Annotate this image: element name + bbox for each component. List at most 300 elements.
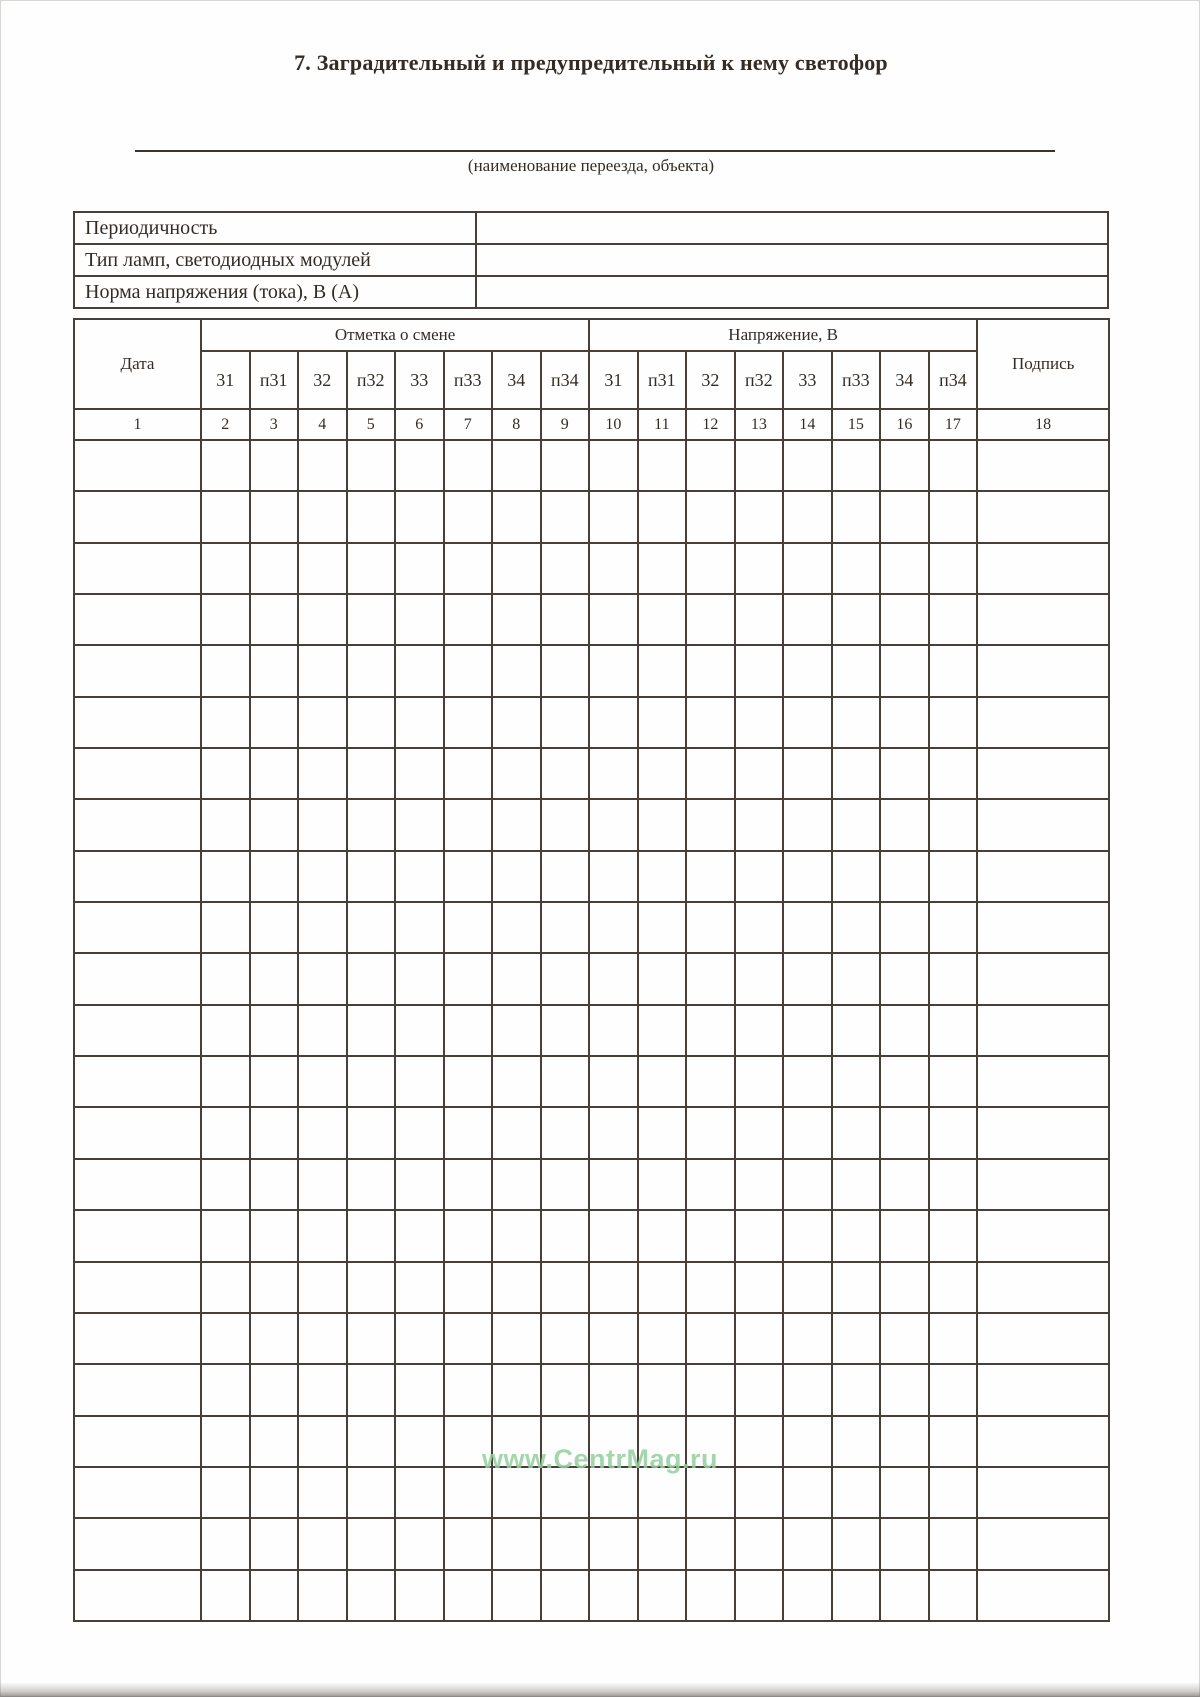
- log-empty-cell: [783, 543, 832, 594]
- log-empty-cell: [589, 1107, 638, 1158]
- log-empty-cell: [395, 851, 444, 902]
- log-empty-cell: [783, 1313, 832, 1364]
- log-empty-cell: [298, 799, 347, 850]
- log-empty-cell: [395, 799, 444, 850]
- log-empty-cell: [347, 1056, 396, 1107]
- log-empty-cell: [929, 1005, 978, 1056]
- log-empty-cell: [686, 1570, 735, 1621]
- log-empty-cell: [298, 1005, 347, 1056]
- log-empty-cell: [977, 851, 1109, 902]
- log-empty-cell: [541, 953, 590, 1004]
- log-empty-cell: [298, 594, 347, 645]
- log-empty-cell: [686, 1056, 735, 1107]
- log-empty-cell: [492, 1159, 541, 1210]
- log-empty-cell: [638, 953, 687, 1004]
- log-empty-cell: [444, 1005, 493, 1056]
- log-empty-row: [74, 1313, 1109, 1364]
- log-empty-cell: [250, 1159, 299, 1210]
- log-empty-cell: [589, 697, 638, 748]
- log-empty-row: [74, 440, 1109, 491]
- log-empty-cell: [638, 1518, 687, 1569]
- info-row: [74, 276, 1108, 308]
- log-empty-cell: [880, 1159, 929, 1210]
- log-empty-cell: [589, 902, 638, 953]
- log-empty-cell: [880, 594, 929, 645]
- log-empty-cell: [783, 799, 832, 850]
- log-empty-cell: [74, 799, 201, 850]
- page-bottom-shadow: [0, 1682, 1200, 1697]
- log-empty-cell: [638, 543, 687, 594]
- log-empty-cell: [250, 1364, 299, 1415]
- log-empty-cell: [250, 748, 299, 799]
- log-empty-cell: [638, 1364, 687, 1415]
- log-empty-cell: [880, 748, 929, 799]
- log-empty-row: [74, 1364, 1109, 1415]
- log-empty-cell: [298, 1518, 347, 1569]
- log-empty-row: [74, 799, 1109, 850]
- log-empty-cell: [880, 799, 929, 850]
- log-empty-cell: [541, 748, 590, 799]
- log-empty-cell: [832, 1518, 881, 1569]
- log-table: [73, 318, 1110, 1622]
- log-empty-cell: [492, 1313, 541, 1364]
- log-empty-cell: [929, 1518, 978, 1569]
- lamp-subcolumn-header: 32: [298, 351, 347, 409]
- log-empty-cell: [541, 645, 590, 696]
- log-empty-cell: [977, 697, 1109, 748]
- log-empty-cell: [250, 1210, 299, 1261]
- log-empty-cell: [395, 1364, 444, 1415]
- log-empty-cell: [395, 1313, 444, 1364]
- log-empty-cell: [347, 1005, 396, 1056]
- log-empty-cell: [929, 799, 978, 850]
- log-empty-cell: [638, 440, 687, 491]
- log-empty-cell: [832, 491, 881, 542]
- log-empty-cell: [686, 1364, 735, 1415]
- log-empty-cell: [492, 1107, 541, 1158]
- log-empty-cell: [201, 851, 250, 902]
- log-empty-cell: [444, 1518, 493, 1569]
- log-empty-cell: [977, 491, 1109, 542]
- log-empty-cell: [201, 594, 250, 645]
- log-empty-cell: [347, 1518, 396, 1569]
- name-fill-line: [135, 136, 1055, 152]
- log-empty-cell: [298, 1159, 347, 1210]
- log-empty-cell: [589, 799, 638, 850]
- log-empty-cell: [347, 697, 396, 748]
- log-empty-cell: [74, 851, 201, 902]
- log-empty-cell: [444, 953, 493, 1004]
- log-empty-cell: [589, 1262, 638, 1313]
- log-empty-cell: [444, 1210, 493, 1261]
- log-empty-cell: [589, 1159, 638, 1210]
- log-empty-cell: [492, 697, 541, 748]
- log-empty-cell: [977, 1056, 1109, 1107]
- log-empty-cell: [638, 799, 687, 850]
- log-empty-cell: [395, 953, 444, 1004]
- log-empty-cell: [880, 953, 929, 1004]
- log-empty-cell: [735, 1262, 784, 1313]
- info-row-value: [476, 276, 1108, 308]
- log-empty-cell: [929, 1107, 978, 1158]
- log-empty-cell: [832, 748, 881, 799]
- log-empty-row: [74, 491, 1109, 542]
- log-empty-cell: [347, 1364, 396, 1415]
- lamp-subcolumn-header: 31: [201, 351, 250, 409]
- log-empty-cell: [250, 594, 299, 645]
- log-empty-cell: [589, 543, 638, 594]
- lamp-subcolumn-header: п32: [347, 351, 396, 409]
- log-empty-cell: [201, 1056, 250, 1107]
- log-empty-cell: [880, 1313, 929, 1364]
- log-empty-cell: [589, 1364, 638, 1415]
- log-empty-cell: [492, 1364, 541, 1415]
- log-empty-cell: [977, 799, 1109, 850]
- log-empty-cell: [929, 748, 978, 799]
- log-empty-cell: [347, 1107, 396, 1158]
- log-empty-cell: [347, 491, 396, 542]
- log-empty-cell: [686, 1159, 735, 1210]
- log-empty-cell: [735, 851, 784, 902]
- log-empty-cell: [541, 1056, 590, 1107]
- log-empty-cell: [347, 953, 396, 1004]
- log-empty-cell: [929, 1570, 978, 1621]
- lamp-subcolumn-header: п34: [929, 351, 978, 409]
- log-empty-cell: [832, 543, 881, 594]
- log-empty-cell: [250, 1570, 299, 1621]
- log-empty-cell: [395, 645, 444, 696]
- log-empty-row: [74, 1262, 1109, 1313]
- log-empty-cell: [541, 543, 590, 594]
- log-empty-cell: [298, 953, 347, 1004]
- log-empty-cell: [783, 594, 832, 645]
- log-empty-cell: [589, 1570, 638, 1621]
- log-empty-cell: [638, 491, 687, 542]
- log-empty-cell: [541, 1364, 590, 1415]
- log-empty-cell: [444, 902, 493, 953]
- log-empty-cell: [444, 543, 493, 594]
- log-empty-cell: [880, 1005, 929, 1056]
- log-empty-cell: [929, 645, 978, 696]
- log-empty-cell: [735, 748, 784, 799]
- log-empty-cell: [298, 543, 347, 594]
- log-empty-cell: [395, 1005, 444, 1056]
- lamp-subcolumn-header: п34: [541, 351, 590, 409]
- log-empty-cell: [589, 491, 638, 542]
- log-empty-cell: [250, 1262, 299, 1313]
- log-empty-cell: [298, 748, 347, 799]
- log-empty-cell: [201, 1005, 250, 1056]
- log-empty-cell: [589, 1005, 638, 1056]
- log-empty-cell: [444, 748, 493, 799]
- column-number: 1: [74, 409, 201, 440]
- log-empty-cell: [74, 1364, 201, 1415]
- log-empty-cell: [589, 1518, 638, 1569]
- log-empty-cell: [298, 1570, 347, 1621]
- log-empty-cell: [541, 1262, 590, 1313]
- page-title: 7. Заградительный и предупредительный к нему светофор: [294, 50, 888, 75]
- date-column-header: Дата: [74, 319, 201, 409]
- log-empty-row: [74, 902, 1109, 953]
- info-row: [74, 212, 1108, 244]
- column-group-header: Отметка о смене: [201, 319, 589, 351]
- log-empty-cell: [395, 1056, 444, 1107]
- log-empty-cell: [492, 748, 541, 799]
- log-empty-cell: [74, 953, 201, 1004]
- log-empty-row: [74, 851, 1109, 902]
- log-empty-cell: [74, 1005, 201, 1056]
- log-empty-cell: [541, 594, 590, 645]
- log-empty-cell: [201, 1518, 250, 1569]
- log-empty-cell: [735, 1518, 784, 1569]
- column-number: 8: [492, 409, 541, 440]
- log-empty-cell: [735, 697, 784, 748]
- log-empty-cell: [929, 440, 978, 491]
- log-empty-row: [74, 1056, 1109, 1107]
- log-empty-cell: [638, 1570, 687, 1621]
- log-empty-cell: [74, 902, 201, 953]
- log-empty-cell: [298, 1313, 347, 1364]
- log-empty-cell: [74, 748, 201, 799]
- log-empty-cell: [783, 645, 832, 696]
- log-empty-cell: [929, 953, 978, 1004]
- log-empty-cell: [977, 1262, 1109, 1313]
- log-empty-cell: [977, 748, 1109, 799]
- log-empty-cell: [638, 1210, 687, 1261]
- log-empty-cell: [492, 1570, 541, 1621]
- log-empty-cell: [444, 799, 493, 850]
- log-empty-cell: [492, 645, 541, 696]
- log-empty-cell: [444, 491, 493, 542]
- log-empty-cell: [201, 1159, 250, 1210]
- log-empty-cell: [589, 1210, 638, 1261]
- column-number: 15: [832, 409, 881, 440]
- column-number: 13: [735, 409, 784, 440]
- log-empty-cell: [686, 748, 735, 799]
- log-empty-cell: [492, 440, 541, 491]
- log-empty-cell: [929, 851, 978, 902]
- column-number: 2: [201, 409, 250, 440]
- log-empty-cell: [395, 543, 444, 594]
- log-empty-cell: [880, 440, 929, 491]
- log-empty-cell: [783, 1005, 832, 1056]
- log-empty-cell: [783, 697, 832, 748]
- column-number: 3: [250, 409, 299, 440]
- log-empty-cell: [735, 645, 784, 696]
- log-empty-cell: [832, 1159, 881, 1210]
- log-empty-cell: [298, 697, 347, 748]
- log-empty-cell: [298, 1107, 347, 1158]
- log-empty-cell: [395, 491, 444, 542]
- log-empty-cell: [492, 543, 541, 594]
- log-empty-cell: [298, 491, 347, 542]
- log-empty-cell: [929, 1210, 978, 1261]
- log-empty-cell: [880, 902, 929, 953]
- log-empty-row: [74, 1570, 1109, 1621]
- log-empty-row: [74, 1159, 1109, 1210]
- log-empty-cell: [686, 697, 735, 748]
- log-empty-cell: [347, 1159, 396, 1210]
- log-empty-cell: [492, 953, 541, 1004]
- log-empty-cell: [638, 1107, 687, 1158]
- log-empty-cell: [735, 594, 784, 645]
- log-empty-cell: [444, 1570, 493, 1621]
- log-empty-cell: [783, 1107, 832, 1158]
- info-row: [74, 244, 1108, 276]
- log-empty-cell: [74, 1210, 201, 1261]
- log-empty-cell: [832, 1005, 881, 1056]
- log-empty-cell: [444, 594, 493, 645]
- log-empty-cell: [347, 1262, 396, 1313]
- log-empty-cell: [880, 645, 929, 696]
- log-empty-cell: [492, 491, 541, 542]
- log-empty-cell: [832, 645, 881, 696]
- log-empty-cell: [832, 1262, 881, 1313]
- info-row-value: [476, 244, 1108, 276]
- log-empty-cell: [298, 1056, 347, 1107]
- log-empty-cell: [832, 799, 881, 850]
- column-number: 10: [589, 409, 638, 440]
- log-empty-cell: [977, 543, 1109, 594]
- lamp-subcolumn-header: п31: [250, 351, 299, 409]
- log-empty-cell: [589, 594, 638, 645]
- log-empty-cell: [541, 1107, 590, 1158]
- log-empty-cell: [444, 1056, 493, 1107]
- column-number: 18: [977, 409, 1109, 440]
- log-empty-row: [74, 748, 1109, 799]
- lamp-subcolumn-header: 33: [783, 351, 832, 409]
- log-empty-cell: [929, 1313, 978, 1364]
- log-empty-cell: [832, 1570, 881, 1621]
- log-empty-cell: [541, 1518, 590, 1569]
- log-empty-row: [74, 1518, 1109, 1569]
- watermark: www.CentrMag.ru: [481, 1444, 718, 1474]
- log-empty-cell: [250, 645, 299, 696]
- log-empty-cell: [832, 1210, 881, 1261]
- log-empty-cell: [977, 902, 1109, 953]
- column-number: 17: [929, 409, 978, 440]
- log-empty-row: [74, 543, 1109, 594]
- log-empty-cell: [74, 594, 201, 645]
- log-empty-cell: [832, 1364, 881, 1415]
- log-empty-cell: [783, 1056, 832, 1107]
- log-empty-cell: [298, 645, 347, 696]
- log-empty-cell: [201, 1364, 250, 1415]
- log-empty-cell: [541, 1570, 590, 1621]
- log-empty-cell: [347, 851, 396, 902]
- log-empty-cell: [395, 748, 444, 799]
- column-number: 7: [444, 409, 493, 440]
- log-empty-cell: [977, 1364, 1109, 1415]
- log-empty-cell: [347, 594, 396, 645]
- log-empty-cell: [541, 697, 590, 748]
- page-content: [73, 0, 1109, 1697]
- log-empty-cell: [201, 1210, 250, 1261]
- log-empty-cell: [250, 851, 299, 902]
- log-empty-cell: [541, 851, 590, 902]
- name-line-caption: (наименование переезда, объекта): [467, 156, 715, 175]
- log-empty-cell: [201, 645, 250, 696]
- log-empty-cell: [735, 1107, 784, 1158]
- log-empty-cell: [492, 1210, 541, 1261]
- log-empty-cell: [589, 953, 638, 1004]
- log-empty-cell: [250, 1107, 299, 1158]
- log-empty-cell: [735, 1364, 784, 1415]
- log-empty-cell: [444, 851, 493, 902]
- log-empty-cell: [250, 1005, 299, 1056]
- log-empty-row: [74, 1005, 1109, 1056]
- log-empty-cell: [735, 1005, 784, 1056]
- column-number: 14: [783, 409, 832, 440]
- log-empty-cell: [735, 440, 784, 491]
- log-empty-cell: [929, 1056, 978, 1107]
- log-empty-cell: [686, 1005, 735, 1056]
- log-empty-cell: [735, 953, 784, 1004]
- log-empty-cell: [201, 953, 250, 1004]
- log-empty-row: [74, 1107, 1109, 1158]
- log-empty-cell: [250, 1518, 299, 1569]
- log-empty-cell: [347, 1210, 396, 1261]
- log-empty-cell: [74, 1262, 201, 1313]
- log-empty-cell: [74, 1313, 201, 1364]
- log-empty-cell: [832, 1313, 881, 1364]
- log-empty-cell: [589, 645, 638, 696]
- log-empty-cell: [250, 953, 299, 1004]
- log-empty-cell: [929, 1364, 978, 1415]
- log-empty-cell: [735, 1570, 784, 1621]
- log-empty-cell: [541, 1159, 590, 1210]
- log-empty-cell: [977, 1570, 1109, 1621]
- lamp-subcolumn-header: 34: [492, 351, 541, 409]
- log-empty-cell: [686, 953, 735, 1004]
- log-empty-cell: [832, 697, 881, 748]
- column-number: 9: [541, 409, 590, 440]
- log-empty-cell: [298, 902, 347, 953]
- log-empty-cell: [589, 748, 638, 799]
- info-row-value: [476, 212, 1108, 244]
- column-number: 4: [298, 409, 347, 440]
- log-empty-cell: [880, 1210, 929, 1261]
- log-empty-cell: [686, 1313, 735, 1364]
- log-empty-cell: [541, 1210, 590, 1261]
- lamp-subcolumn-header: п33: [832, 351, 881, 409]
- log-empty-cell: [977, 1210, 1109, 1261]
- log-empty-cell: [686, 1210, 735, 1261]
- log-empty-cell: [783, 1518, 832, 1569]
- log-empty-cell: [686, 594, 735, 645]
- log-empty-cell: [832, 440, 881, 491]
- log-empty-cell: [638, 1159, 687, 1210]
- log-empty-cell: [686, 902, 735, 953]
- lamp-subcolumn-header: 33: [395, 351, 444, 409]
- log-empty-cell: [347, 748, 396, 799]
- log-empty-cell: [74, 1570, 201, 1621]
- log-empty-cell: [735, 1159, 784, 1210]
- log-empty-row: [74, 645, 1109, 696]
- log-empty-cell: [977, 1159, 1109, 1210]
- log-empty-cell: [880, 543, 929, 594]
- log-empty-cell: [686, 543, 735, 594]
- log-empty-cell: [347, 1570, 396, 1621]
- log-empty-cell: [492, 1056, 541, 1107]
- log-empty-cell: [395, 440, 444, 491]
- log-empty-cell: [444, 1107, 493, 1158]
- log-empty-cell: [783, 851, 832, 902]
- log-empty-cell: [735, 902, 784, 953]
- log-empty-cell: [395, 1570, 444, 1621]
- log-empty-cell: [783, 902, 832, 953]
- log-empty-cell: [541, 902, 590, 953]
